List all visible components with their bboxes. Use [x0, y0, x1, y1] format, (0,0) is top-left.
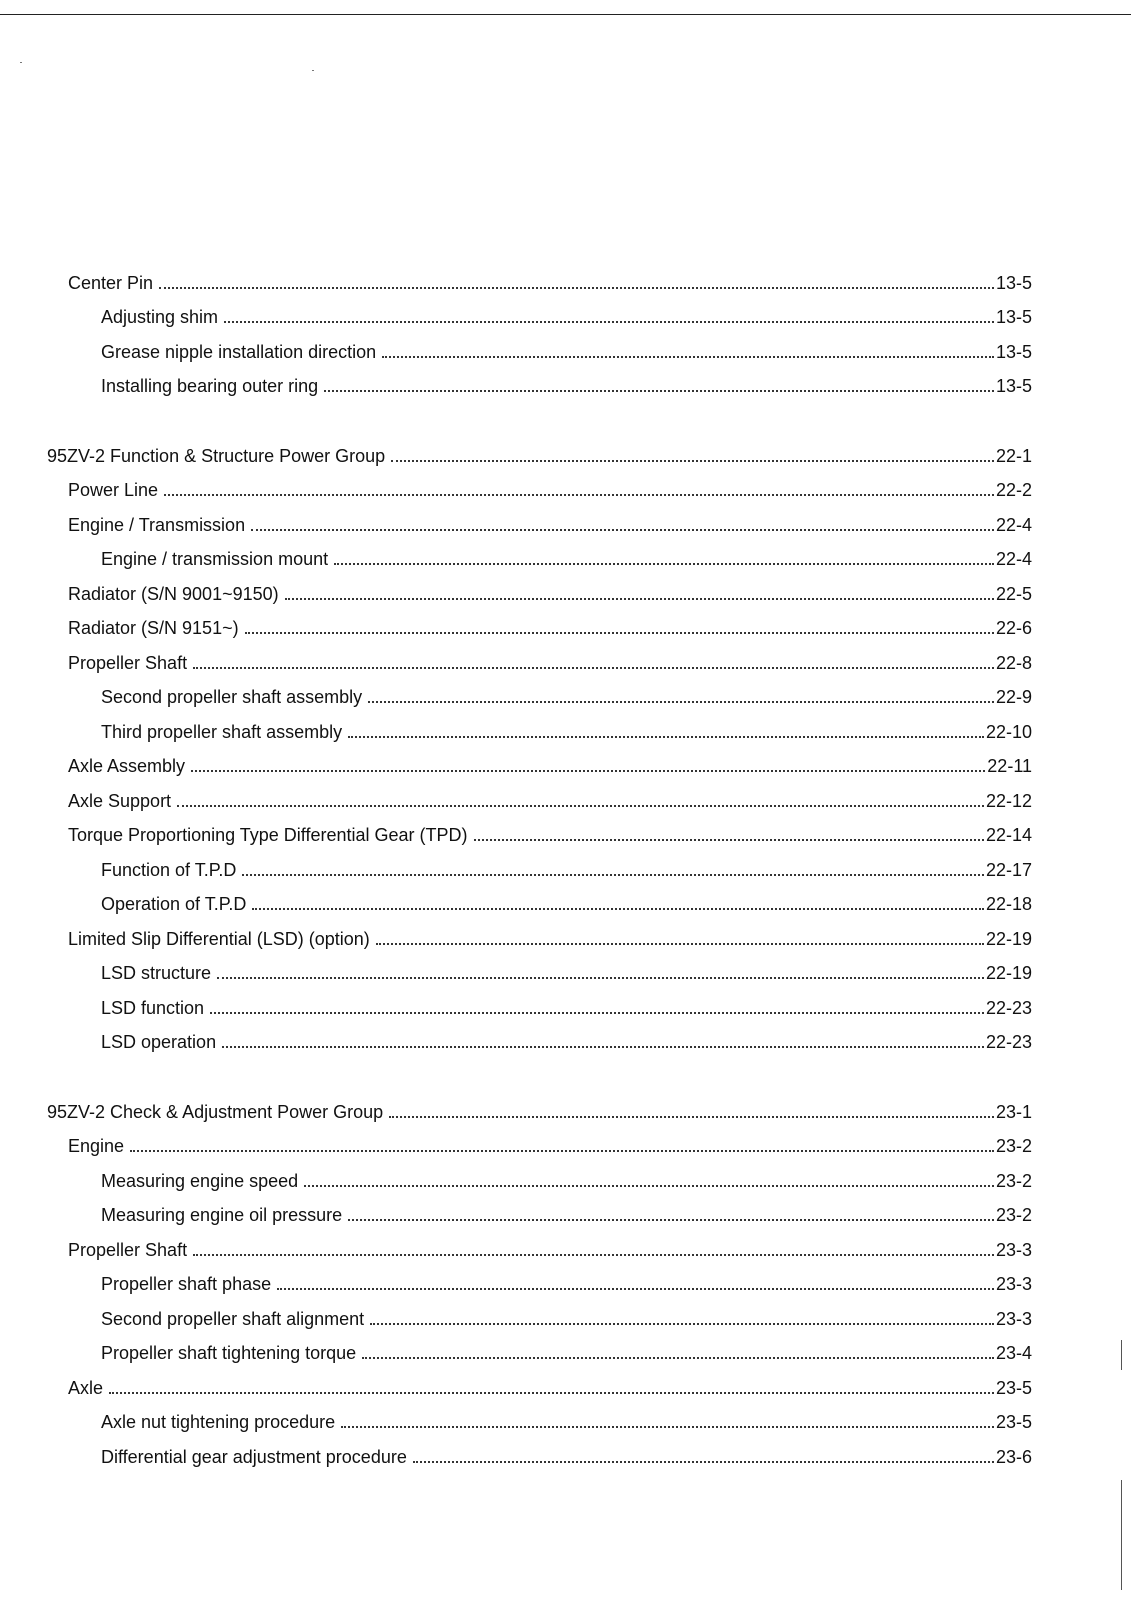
top-rule	[0, 14, 1131, 15]
toc-page-number: 22-12	[985, 790, 1032, 811]
toc-page-number: 23-3	[995, 1239, 1032, 1260]
toc-entry	[0, 639, 1131, 674]
toc-page-number: 22-1	[995, 445, 1032, 466]
toc-page-number: 23-4	[995, 1343, 1032, 1363]
toc-subentry	[0, 1157, 1131, 1192]
toc-page-number: 22-4	[995, 549, 1032, 569]
toc-subentry	[0, 294, 1131, 329]
dot-leader	[474, 839, 984, 841]
dot-leader	[245, 632, 994, 634]
dot-leader	[109, 1392, 994, 1394]
toc-entry-title: Axle nut tightening procedure	[101, 1412, 336, 1432]
toc-page-number: 22-10	[985, 721, 1032, 742]
toc-entry-title: Engine / Transmission	[68, 514, 246, 535]
toc-entry-title: Radiator (S/N 9151~)	[68, 618, 239, 638]
toc-entry-title: LSD structure	[101, 963, 212, 983]
toc-entry-title: Installing bearing outer ring	[101, 376, 319, 396]
toc-entry-title: Power Line	[68, 480, 159, 500]
toc-entry-title: Propeller shaft tightening torque	[101, 1343, 357, 1363]
toc-entry-title: Axle Assembly	[68, 756, 186, 776]
toc-entry-title: Grease nipple installation direction	[101, 341, 377, 362]
toc-entry-title: Measuring engine oil pressure	[101, 1205, 343, 1225]
toc-page-number: 13-5	[995, 341, 1032, 362]
dot-leader	[391, 460, 994, 462]
toc-entry-title: 95ZV-2 Function & Structure Power Group	[47, 445, 386, 466]
toc-entry-title: Radiator (S/N 9001~9150)	[68, 583, 279, 604]
dot-leader	[177, 805, 984, 807]
toc-entry	[0, 743, 1131, 778]
scan-speck	[20, 62, 22, 63]
toc-subentry	[0, 1433, 1131, 1468]
toc-page-number: 13-5	[995, 376, 1032, 396]
toc-entry	[0, 467, 1131, 502]
dot-leader	[242, 874, 984, 876]
dot-leader	[159, 287, 994, 289]
toc-entry-title: Propeller Shaft	[68, 652, 188, 673]
toc-subentry	[0, 1192, 1131, 1227]
dot-leader	[376, 943, 984, 945]
toc-page-number: 22-14	[985, 825, 1032, 845]
toc-entry	[0, 812, 1131, 847]
dot-leader	[285, 598, 994, 600]
toc-entry-title: Engine / transmission mount	[101, 549, 329, 569]
toc-section-heading	[0, 1088, 1131, 1123]
dot-leader	[389, 1116, 994, 1118]
toc-page-number: 23-3	[995, 1274, 1032, 1294]
toc-page-number: 23-3	[995, 1308, 1032, 1329]
toc-entry-title: LSD function	[101, 997, 205, 1018]
toc-entry-title: Function of T.P.D	[101, 859, 237, 880]
dot-leader	[368, 701, 994, 703]
dot-leader	[193, 1254, 994, 1256]
dot-leader	[193, 667, 994, 669]
table-of-contents	[0, 259, 1131, 1468]
toc-page-number: 13-5	[995, 307, 1032, 327]
toc-section-heading	[0, 432, 1131, 467]
dot-leader	[341, 1426, 994, 1428]
toc-page-number: 22-9	[995, 687, 1032, 707]
toc-subentry	[0, 846, 1131, 881]
dot-leader	[191, 770, 985, 772]
toc-entry-title: Propeller shaft phase	[101, 1274, 272, 1294]
toc-entry	[0, 605, 1131, 640]
toc-page-number: 22-4	[995, 514, 1032, 535]
dot-leader	[130, 1150, 994, 1152]
toc-page-number: 23-2	[995, 1136, 1032, 1156]
dot-leader	[277, 1288, 994, 1290]
toc-entry	[0, 1364, 1131, 1399]
toc-entry	[0, 259, 1131, 294]
toc-subentry	[0, 1399, 1131, 1434]
toc-entry-title: Engine	[68, 1136, 125, 1156]
toc-page-number: 22-23	[985, 997, 1032, 1018]
toc-entry-title: Second propeller shaft alignment	[101, 1308, 365, 1329]
toc-subentry	[0, 950, 1131, 985]
toc-page-number: 22-5	[995, 583, 1032, 604]
toc-entry-title: Axle Support	[68, 790, 172, 811]
toc-entry-title: 95ZV-2 Check & Adjustment Power Group	[47, 1101, 384, 1122]
toc-page-number: 22-11	[987, 756, 1032, 776]
toc-subentry	[0, 881, 1131, 916]
toc-page-number: 23-6	[995, 1446, 1032, 1467]
toc-subentry	[0, 984, 1131, 1019]
dot-leader	[210, 1012, 984, 1014]
toc-entry	[0, 915, 1131, 950]
dot-leader	[224, 321, 994, 323]
toc-entry-title: Differential gear adjustment procedure	[101, 1446, 407, 1467]
toc-entry	[0, 1226, 1131, 1261]
toc-page-number: 22-6	[995, 618, 1032, 638]
dot-leader	[251, 529, 994, 531]
toc-entry-title: Second propeller shaft assembly	[101, 687, 363, 707]
dot-leader	[164, 494, 994, 496]
toc-page-number: 13-5	[995, 272, 1032, 293]
dot-leader	[348, 736, 984, 738]
dot-leader	[252, 908, 984, 910]
toc-page-number: 22-2	[995, 480, 1032, 500]
toc-entry-title: Third propeller shaft assembly	[101, 721, 343, 742]
toc-page-number: 22-19	[985, 963, 1032, 983]
toc-subentry	[0, 1019, 1131, 1054]
dot-leader	[217, 977, 984, 979]
dot-leader	[324, 390, 994, 392]
scan-edge-mark	[1121, 1480, 1122, 1590]
toc-subentry	[0, 363, 1131, 398]
toc-page-number: 23-1	[995, 1101, 1032, 1122]
dot-leader	[348, 1219, 994, 1221]
toc-entry	[0, 501, 1131, 536]
section-gap	[0, 397, 1131, 432]
toc-entry	[0, 1123, 1131, 1158]
dot-leader	[413, 1461, 994, 1463]
toc-entry-title: Propeller Shaft	[68, 1239, 188, 1260]
dot-leader	[304, 1185, 994, 1187]
toc-subentry	[0, 536, 1131, 571]
dot-leader	[334, 563, 994, 565]
toc-entry	[0, 570, 1131, 605]
section-gap	[0, 1053, 1131, 1088]
dot-leader	[362, 1357, 994, 1359]
toc-entry-title: Axle	[68, 1377, 104, 1398]
toc-page-number: 23-2	[995, 1205, 1032, 1225]
toc-page-number: 23-5	[995, 1412, 1032, 1432]
toc-subentry	[0, 1295, 1131, 1330]
toc-entry-title: Measuring engine speed	[101, 1170, 299, 1191]
toc-subentry	[0, 1261, 1131, 1296]
toc-subentry	[0, 328, 1131, 363]
toc-page-number: 22-17	[985, 859, 1032, 880]
toc-entry-title: Adjusting shim	[101, 307, 219, 327]
toc-page-number: 23-5	[995, 1377, 1032, 1398]
toc-entry-title: Torque Proportioning Type Differential Gear (TPD)	[68, 825, 468, 845]
toc-page-number: 23-2	[995, 1170, 1032, 1191]
toc-entry-title: Limited Slip Differential (LSD) (option)	[68, 928, 370, 949]
dot-leader	[222, 1046, 984, 1048]
toc-page-number: 22-23	[985, 1032, 1032, 1052]
toc-entry-title: LSD operation	[101, 1032, 217, 1052]
toc-subentry	[0, 674, 1131, 709]
dot-leader	[370, 1323, 994, 1325]
dot-leader	[382, 356, 994, 358]
toc-page-number: 22-8	[995, 652, 1032, 673]
toc-page-number: 22-18	[985, 894, 1032, 914]
toc-subentry	[0, 708, 1131, 743]
scan-speck	[312, 70, 314, 71]
toc-entry	[0, 777, 1131, 812]
toc-page-number: 22-19	[985, 928, 1032, 949]
toc-subentry	[0, 1330, 1131, 1365]
toc-entry-title: Operation of T.P.D	[101, 894, 247, 914]
toc-entry-title: Center Pin	[68, 272, 154, 293]
